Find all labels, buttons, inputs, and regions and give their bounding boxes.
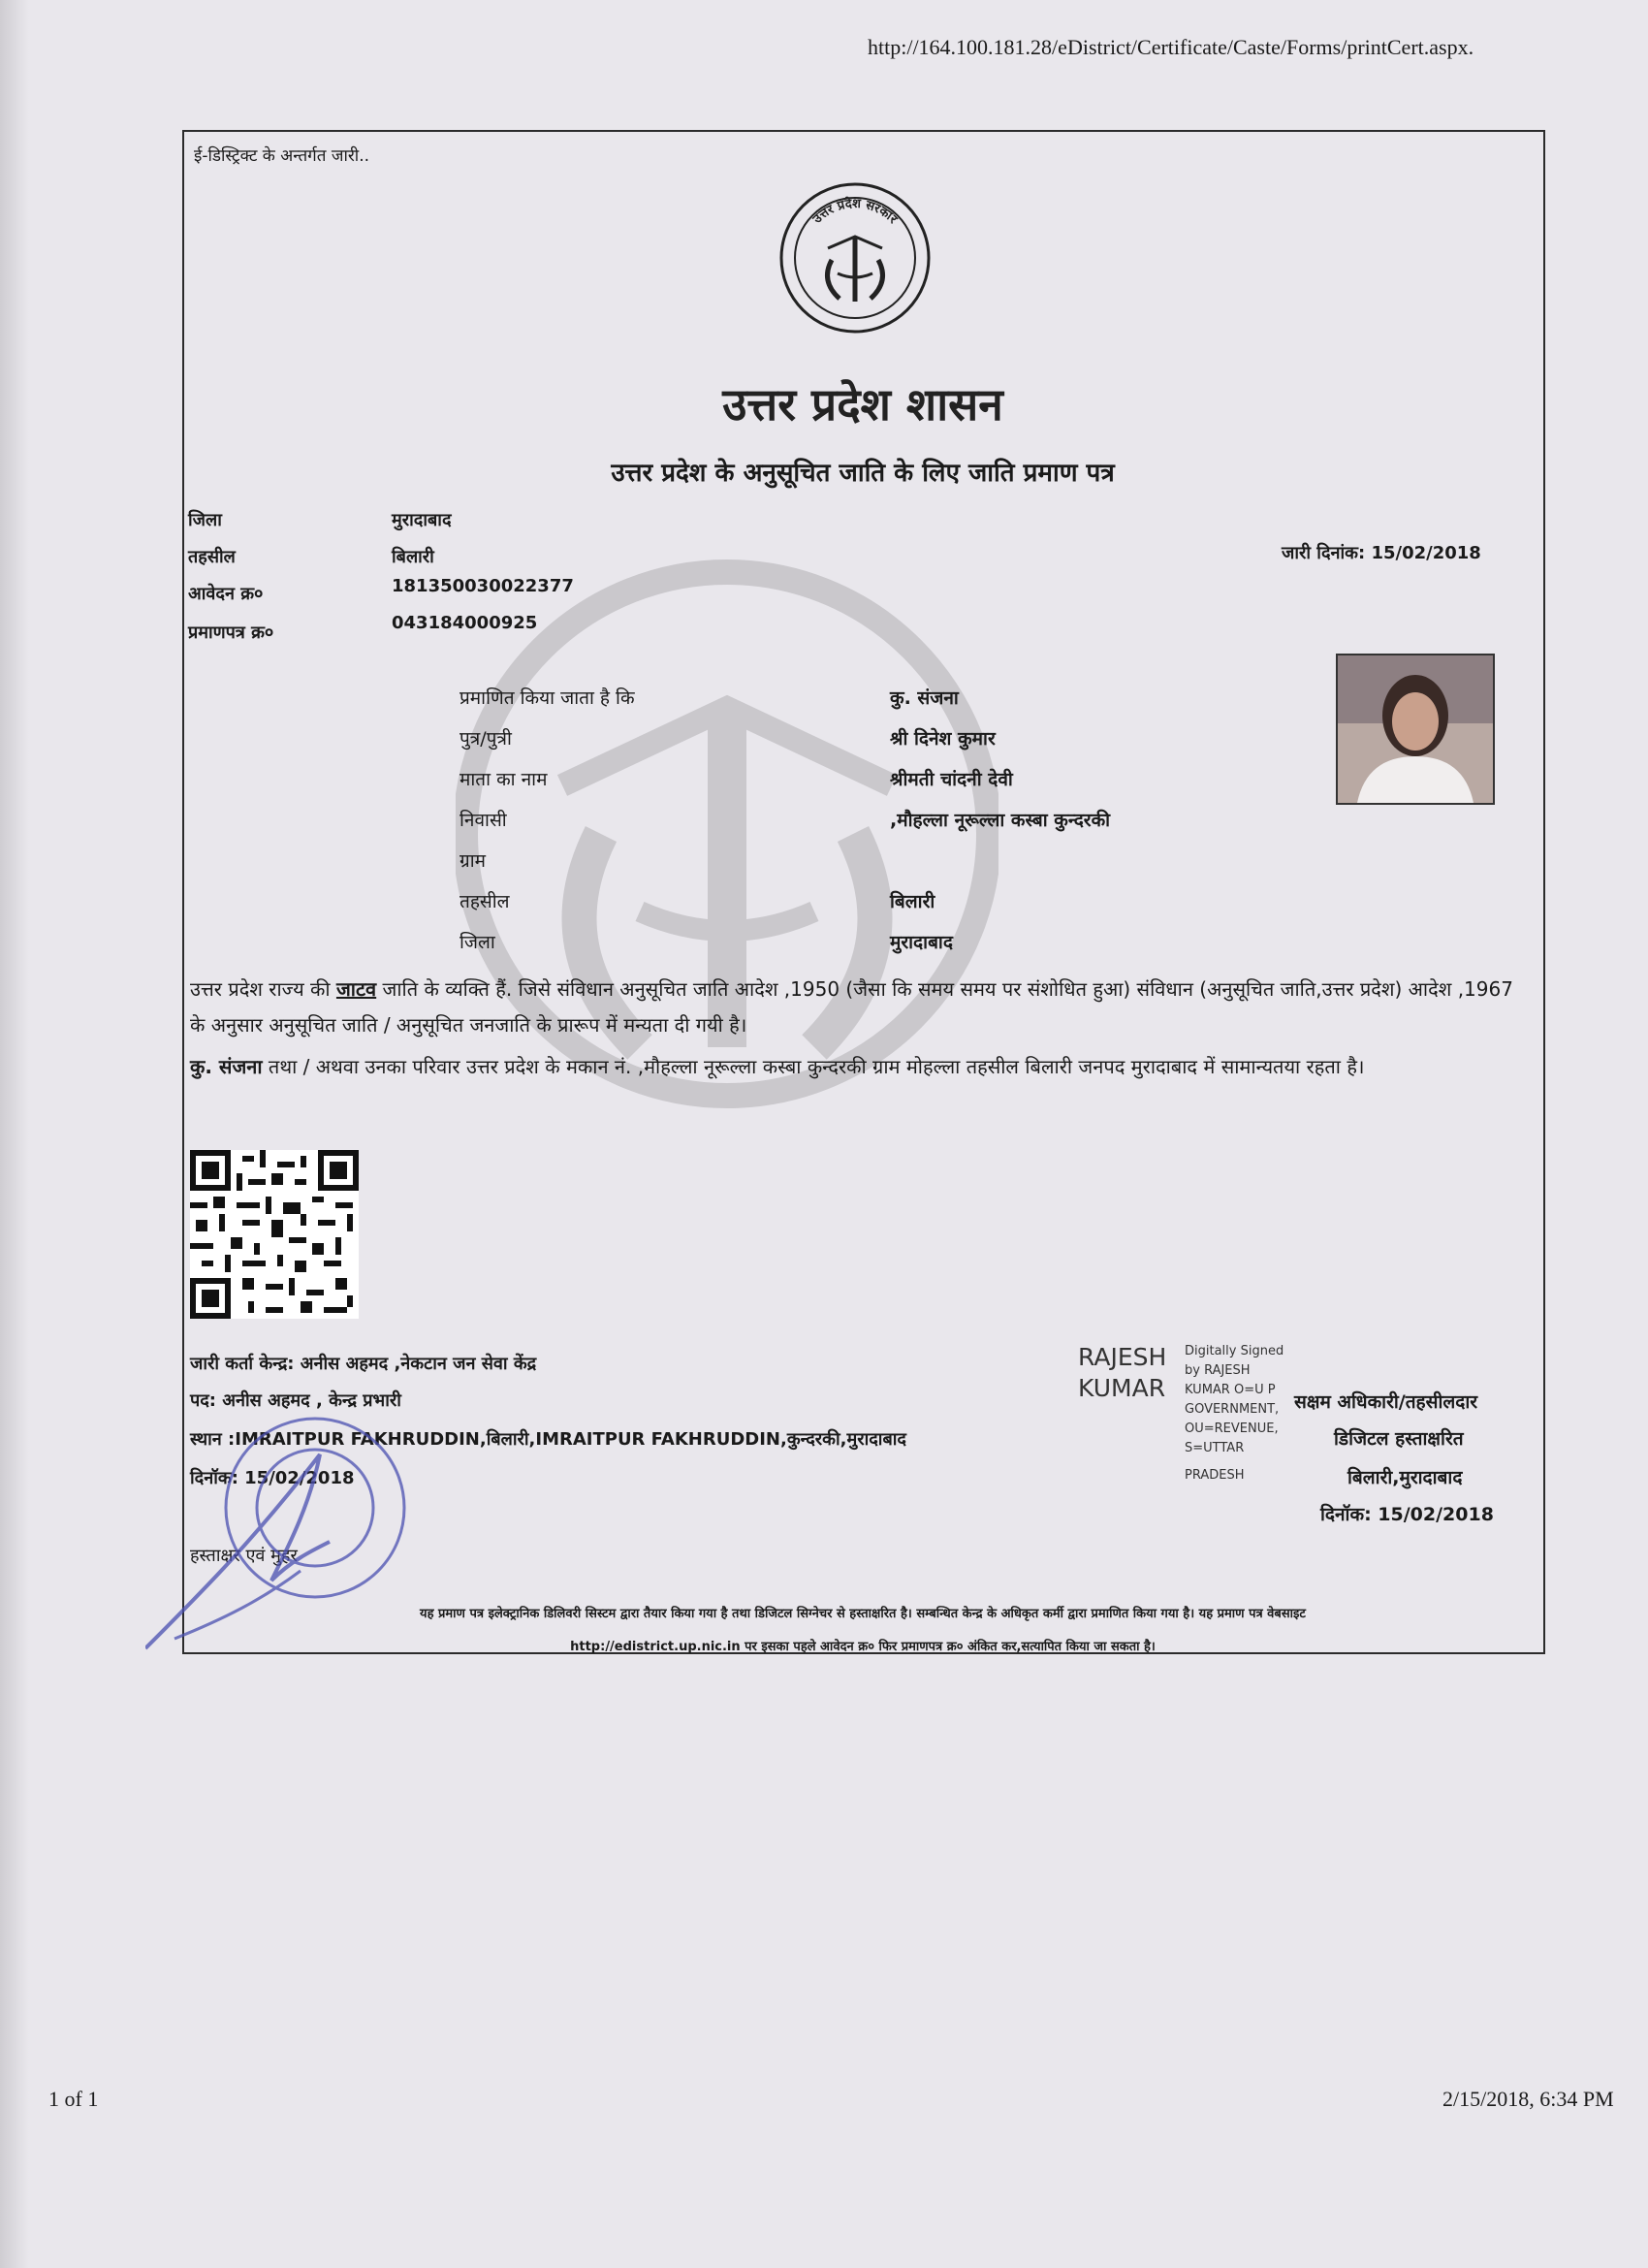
caste-paragraph-post: जाति के व्यक्ति हैं. जिसे संविधान अनुसूचित जाति आदेश ,1950 (जैसा कि समय समय पर संशोधित हुआ) संविधान (अनुसूचित जाति,उत्तर प्रदेश) आदेश ,1967 के अनुसार अनुसूचित जाति / अनुसूचित जनजाति के प्रारूप में मन्यता दी गयी है। (190, 977, 1513, 1037)
up-emblem-logo (777, 180, 933, 335)
meta-label-application-no: आवेदन क्र० (188, 584, 264, 604)
meta-value-tehsil: बिलारी (392, 547, 434, 567)
meta-value-certificate-no: 043184000925 (392, 613, 538, 633)
print-url: http://164.100.181.28/eDistrict/Certificate/Caste/Forms/printCert.aspx. (868, 35, 1474, 59)
digitally-signed-label: डिजिटल हस्ताक्षरित (1334, 1428, 1464, 1450)
field-value-father: श्री दिनेश कुमार (890, 728, 996, 750)
meta-value-district: मुरादाबाद (392, 510, 452, 530)
field-value-name: कु. संजना (890, 687, 959, 709)
field-value-district: मुरादाबाद (890, 932, 953, 953)
signature-detail: OU=REVENUE, (1185, 1421, 1279, 1436)
caste-name: जाटव (335, 977, 377, 1001)
field-label-district: जिला (460, 932, 495, 953)
signature-detail: GOVERNMENT, (1185, 1402, 1280, 1417)
residence-paragraph (190, 1049, 1518, 1085)
applicant-photo (1336, 654, 1495, 805)
verification-note-line2: http://edistrict.up.nic.in पर इसका पहले आवेदन क्र० फिर प्रमाणपत्र क्र० अंकित कर,सत्यापित किया जा सकता है। (570, 1640, 1156, 1654)
field-value-resident: ,मौहल्ला नूरूल्ला कस्बा कुन्दरकी (890, 810, 1111, 831)
signature-detail: KUMAR O=U P (1185, 1383, 1276, 1397)
scan-edge-shadow (0, 0, 29, 2268)
field-value-tehsil: बिलारी (890, 891, 935, 912)
issuing-centre: जारी कर्ता केन्द्र: अनीस अहमद ,नेकटान जन सेवा केंद्र (190, 1354, 537, 1374)
field-label-son-daughter: पुत्र/पुत्री (460, 728, 512, 750)
meta-label-district: जिला (188, 510, 222, 530)
signature-detail: by RAJESH (1185, 1363, 1251, 1378)
meta-value-application-no: 181350030022377 (392, 576, 574, 596)
signer-name-line2: KUMAR (1078, 1374, 1166, 1402)
signature-detail: Digitally Signed (1185, 1344, 1284, 1358)
issuing-date: दिनॉक: 15/02/2018 (190, 1468, 355, 1488)
page-count: 1 of 1 (48, 2087, 99, 2111)
officer-date: दिनॉक: 15/02/2018 (1320, 1504, 1494, 1525)
signer-name-line1: RAJESH (1078, 1343, 1167, 1371)
signature-detail: PRADESH (1185, 1468, 1245, 1483)
officer-designation: सक्षम अधिकारी/तहसीलदार (1294, 1391, 1478, 1413)
certificate-title: उत्तर प्रदेश के अनुसूचित जाति के लिए जाति प्रमाण पत्र (611, 459, 1115, 488)
print-timestamp: 2/15/2018, 6:34 PM (1442, 2087, 1614, 2111)
issue-date: जारी दिनांक: 15/02/2018 (1282, 543, 1481, 563)
signature-detail: S=UTTAR (1185, 1441, 1245, 1455)
field-label-village: ग्राम (460, 850, 486, 872)
residence-text: तथा / अथवा उनका परिवार उत्तर प्रदेश के मकान नं. ,मौहल्ला नूरूल्ला कस्बा कुन्दरकी ग्राम मोहल्ला तहसील बिलारी जनपद मुरादाबाद में सामान्यतया रहता है। (262, 1055, 1365, 1078)
issued-under-label: ई-डिस्ट्रिक्ट के अन्तर्गत जारी.. (194, 146, 370, 166)
issuing-place: स्थान :IMRAITPUR FAKHRUDDIN,बिलारी,IMRAITPUR FAKHRUDDIN,कुन्दरकी,मुरादाबाद (190, 1429, 906, 1450)
officer-location: बिलारी,मुरादाबाद (1347, 1467, 1463, 1488)
meta-label-certificate-no: प्रमाणपत्र क्र० (188, 623, 274, 643)
field-label-resident: निवासी (460, 810, 507, 831)
digital-signature-details (1185, 1342, 1284, 1485)
field-label-tehsil: तहसील (460, 891, 510, 912)
verification-note-line1: यह प्रमाण पत्र इलेक्ट्रानिक डिलिवरी सिस्टम द्वारा तैयार किया गया है तथा डिजिटल सिग्नेचर से हस्ताक्षरित है। सम्बन्धित केन्द्र के अधिकृत कर्मी द्वारा प्रमाणित किया गया है। यह प्रमाण पत्र वेबसाइट (420, 1607, 1306, 1621)
emblem-text: उत्तर प्रदेश सरकार (809, 196, 901, 227)
digital-signer-name (1078, 1342, 1166, 1404)
residence-name: कु. संजना (190, 1055, 263, 1078)
government-title: उत्तर प्रदेश शासन (722, 378, 1003, 431)
caste-paragraph-pre: उत्तर प्रदेश राज्य की (190, 977, 336, 1001)
signature-and-seal-label: हस्ताक्षर एवं मुहर (190, 1546, 298, 1566)
field-label-certified: प्रमाणित किया जाता है कि (460, 687, 635, 709)
field-label-mother: माता का नाम (460, 769, 548, 790)
caste-paragraph (190, 972, 1518, 1043)
svg-text:उत्तर प्रदेश सरकार (809, 196, 901, 228)
qr-code (190, 1150, 359, 1319)
field-value-mother: श्रीमती चांदनी देवी (890, 769, 1013, 790)
issuing-post: पद: अनीस अहमद , केन्द्र प्रभारी (190, 1390, 401, 1411)
meta-label-tehsil: तहसील (188, 547, 236, 567)
